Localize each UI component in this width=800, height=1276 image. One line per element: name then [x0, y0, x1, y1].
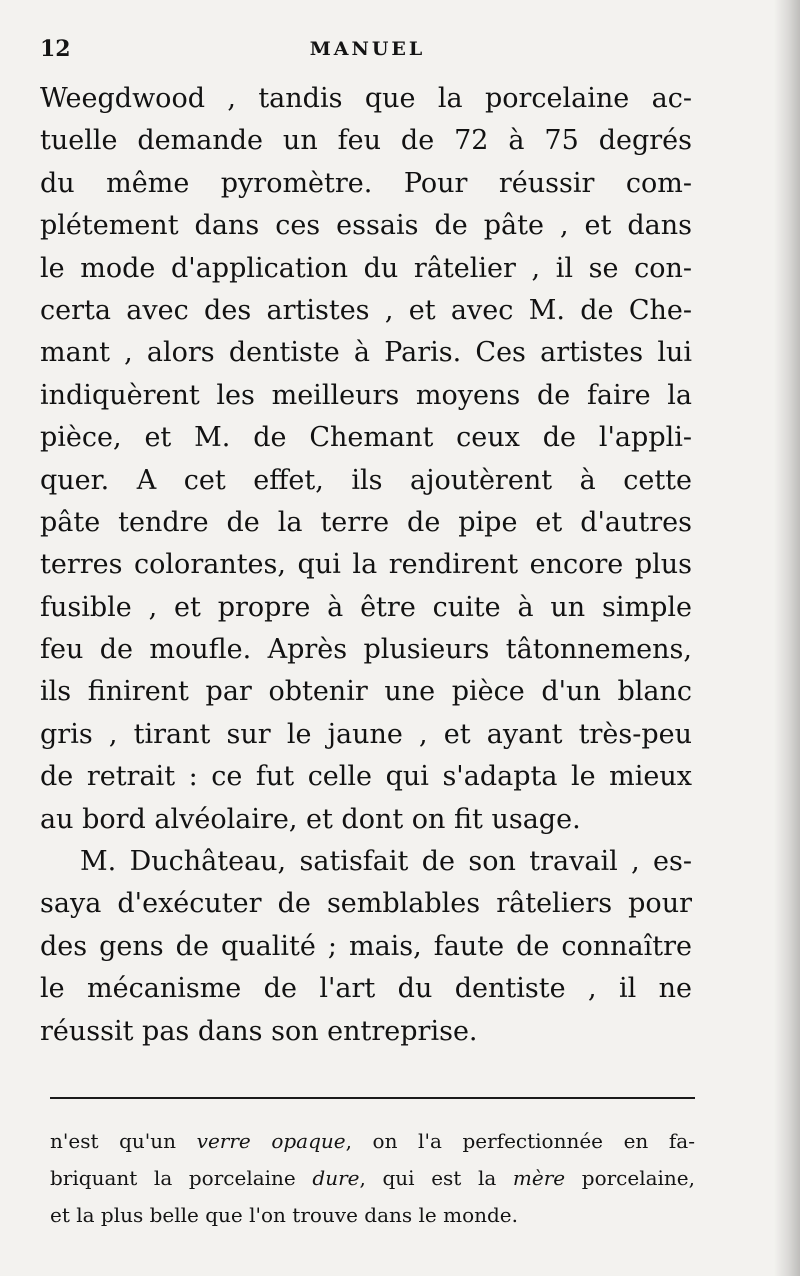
footnote-rule	[50, 1097, 695, 1099]
text-line: quer. A cet effet, ils ajoutèrent à cette	[40, 464, 692, 496]
text-line: saya d'exécuter de semblables râteliers pour	[40, 888, 692, 920]
paragraph-2	[40, 841, 692, 1053]
body-text	[40, 78, 692, 1053]
text-line: terres colorantes, qui la rendirent encore plus	[40, 549, 692, 581]
footnote-emphasis: verre opaque	[196, 1129, 346, 1153]
footnote	[50, 1123, 695, 1234]
text-line: mant , alors dentiste à Paris. Ces artistes lui	[40, 337, 692, 369]
text-line: indiquèrent les meilleurs moyens de faire la	[40, 379, 692, 411]
text-line: feu de moufle. Après plusieurs tâtonnemens,	[40, 634, 692, 666]
footnote-text: n'est qu'un	[50, 1129, 197, 1153]
paragraph-1	[40, 78, 692, 841]
text-line: pièce, et M. de Chemant ceux de l'appli-	[40, 422, 692, 454]
text-line: plétement dans ces essais de pâte , et dans	[40, 210, 692, 242]
text-line: fusible , et propre à être cuite à un simple	[40, 591, 692, 623]
footnote-text: porcelaine,	[565, 1166, 695, 1190]
text-line: au bord alvéolaire, et dont on fit usage.	[40, 803, 581, 835]
text-line: ils finirent par obtenir une pièce d'un blanc	[40, 676, 692, 708]
page-spine-shadow	[774, 0, 800, 1276]
text-line: gris , tirant sur le jaune , et ayant très-peu	[40, 718, 692, 750]
text-line: du même pyromètre. Pour réussir com-	[40, 167, 692, 199]
text-line: de retrait : ce fut celle qui s'adapta le mieux	[40, 761, 692, 793]
text-line: certa avec des artistes , et avec M. de Che-	[40, 294, 692, 326]
footnote-line	[50, 1160, 695, 1197]
text-line: réussit pas dans son entreprise.	[40, 1015, 478, 1047]
footnote-line	[50, 1123, 695, 1160]
footnote-emphasis: dure	[312, 1166, 360, 1190]
text-line: M. Duchâteau, satisfait de son travail , es-	[80, 846, 692, 878]
text-line: le mécanisme de l'art du dentiste , il ne	[40, 973, 692, 1005]
text-line: tuelle demande un feu de 72 à 75 degrés	[40, 125, 692, 157]
page-number: 12	[40, 36, 71, 62]
footnote-text: briquant la porcelaine	[50, 1166, 313, 1190]
footnote-text: , on l'a perfectionnée en fa-	[345, 1129, 695, 1153]
text-line: le mode d'application du râtelier , il se con-	[40, 252, 692, 284]
text-line: Weegdwood , tandis que la porcelaine ac-	[40, 83, 692, 114]
text-line: pâte tendre de la terre de pipe et d'autres	[40, 506, 692, 538]
footnote-emphasis: mère	[512, 1166, 566, 1190]
text-line: des gens de qualité ; mais, faute de connaître	[40, 930, 692, 962]
page-header	[40, 36, 695, 70]
running-head: MANUEL	[309, 38, 426, 60]
footnote-text: , qui est la	[359, 1166, 513, 1190]
footnote-line: et la plus belle que l'on trouve dans le monde.	[50, 1203, 518, 1227]
